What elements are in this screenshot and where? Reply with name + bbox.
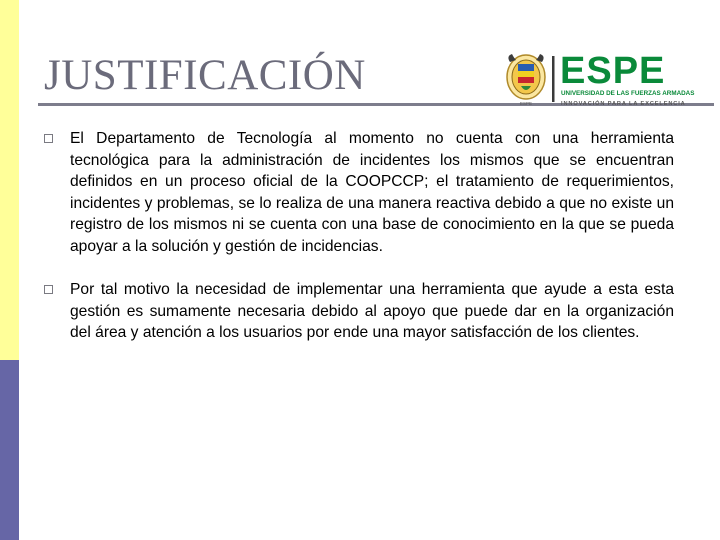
espe-logo — [500, 48, 716, 110]
bullet-text: El Departamento de Tecnología al momento no cuenta con una herramienta tecnológica para la administración de incidentes los mismos que se encuentran definidos en un proceso oficial de la COOPCCP; el tratamiento de requerimientos, incidentes y problemas, se lo realiza de una manera reactiva debido a que no existe un registro de los mismos ni se cuenta con una base de conocimiento en la que se pueda apoyar a la solución y gestión de incidencias. — [70, 130, 674, 255]
left-accent-bar-bottom — [0, 360, 19, 540]
svg-text:ESPE: ESPE — [519, 101, 533, 106]
bullet-text: Por tal motivo la necesidad de implementar una herramienta que ayude a esta esta gestión es sumamente necesaria debido al apoyo que puede dar en la organización del área y atención a los usuarios por ende una mayor satisfacción de los clientes. — [70, 281, 674, 341]
bullet-item — [44, 128, 674, 257]
bullet-item — [44, 279, 674, 344]
square-bullet-icon — [44, 285, 53, 294]
slide-title: JUSTIFICACIÓN — [44, 52, 366, 99]
bullet-list — [44, 128, 674, 344]
square-bullet-icon — [44, 134, 53, 143]
logo-divider — [552, 56, 555, 102]
espe-wordmark: ESPE — [560, 50, 666, 92]
espe-logo-graphic — [500, 48, 716, 110]
university-name: UNIVERSIDAD DE LAS FUERZAS ARMADAS — [561, 90, 695, 97]
logo-tagline: INNOVACIÓN PARA LA EXCELENCIA — [561, 101, 686, 107]
university-seal-icon — [507, 54, 545, 106]
left-accent-bar-top — [0, 0, 19, 360]
